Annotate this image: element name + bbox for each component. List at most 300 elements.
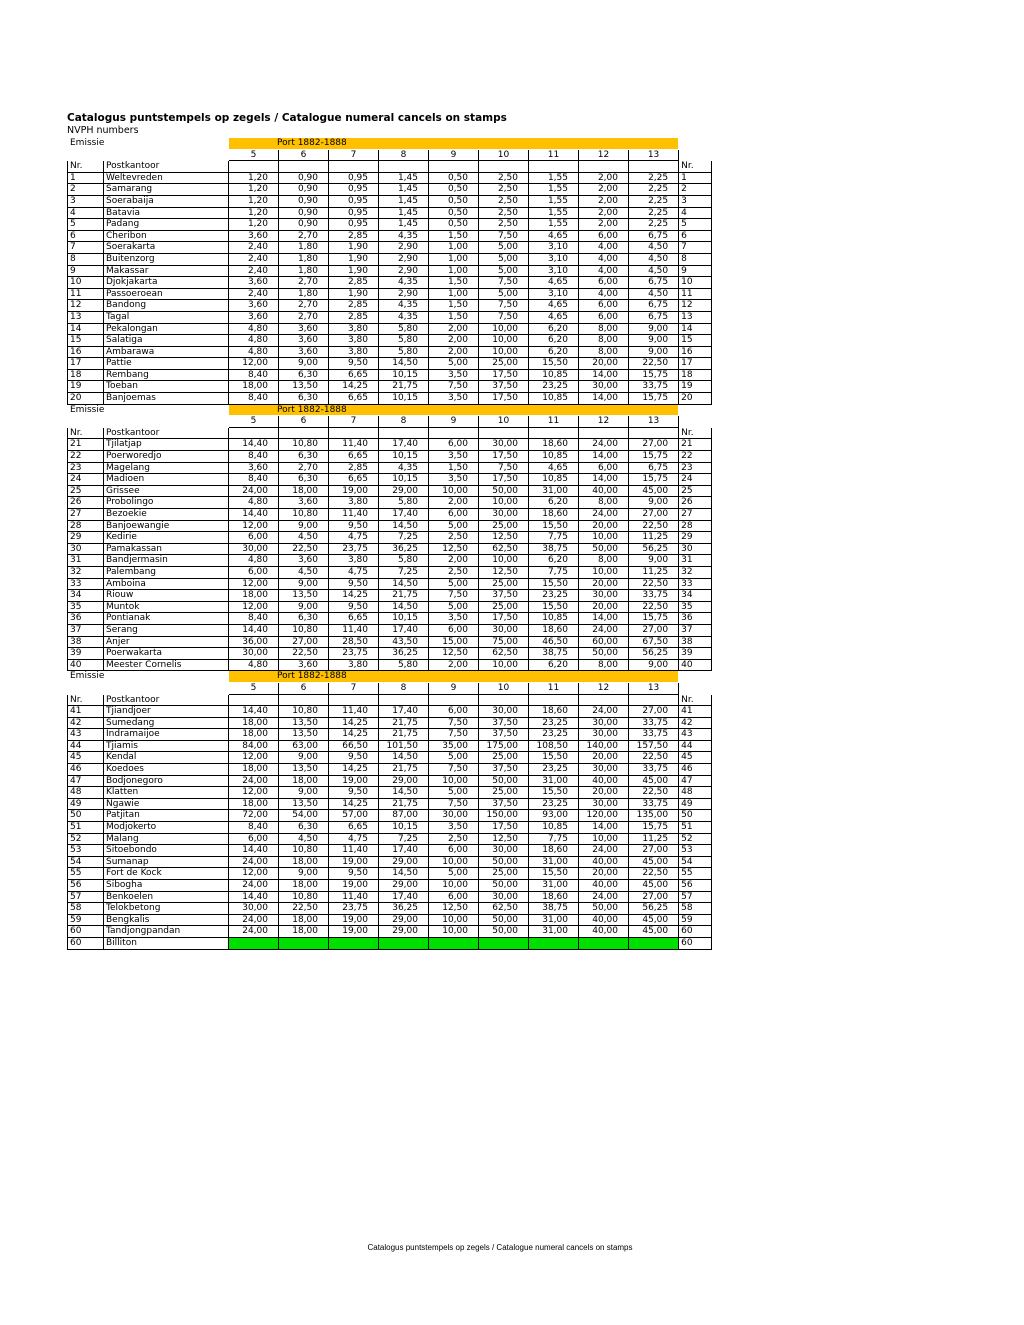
row-number: 42 xyxy=(68,717,104,729)
price-cell: 22,50 xyxy=(629,868,679,880)
row-number-right: 48 xyxy=(679,787,712,799)
price-cell: 5,00 xyxy=(479,288,529,300)
empty-header-cell xyxy=(579,161,629,173)
price-cell: 6,65 xyxy=(329,369,379,381)
price-cell: 5,80 xyxy=(379,323,429,335)
row-number-right: 43 xyxy=(679,729,712,741)
price-cell: 35,00 xyxy=(429,740,479,752)
row-number-right: 42 xyxy=(679,717,712,729)
price-cell xyxy=(279,937,329,949)
price-cell: 22,50 xyxy=(629,752,679,764)
price-cell: 9,50 xyxy=(329,787,379,799)
price-cell: 0,90 xyxy=(279,207,329,219)
row-number: 14 xyxy=(68,323,104,335)
price-cell: 4,80 xyxy=(229,346,279,358)
row-number: 9 xyxy=(68,265,104,277)
price-cell: 4,80 xyxy=(229,659,279,671)
price-cell: 17,50 xyxy=(479,393,529,405)
price-cell: 5,80 xyxy=(379,335,429,347)
postkantoor-name: Pontianak xyxy=(104,613,229,625)
empty-header-cell xyxy=(529,161,579,173)
nvph-column-header: 13 xyxy=(629,416,679,428)
table-row xyxy=(68,288,712,300)
postkantoor-name: Meester Cornelis xyxy=(104,659,229,671)
price-cell: 1,00 xyxy=(429,265,479,277)
price-cell: 0,50 xyxy=(429,195,479,207)
row-number: 36 xyxy=(68,613,104,625)
price-cell: 9,00 xyxy=(279,578,329,590)
price-cell: 3,60 xyxy=(229,311,279,323)
price-cell: 22,50 xyxy=(629,520,679,532)
postkantoor-name: Bengkalis xyxy=(104,914,229,926)
price-cell: 3,80 xyxy=(329,555,379,567)
port-header: Port 1882-1888 xyxy=(229,404,679,416)
price-cell: 8,40 xyxy=(229,369,279,381)
price-cell: 20,00 xyxy=(579,787,629,799)
price-cell: 175,00 xyxy=(479,740,529,752)
price-cell: 14,50 xyxy=(379,358,429,370)
price-cell: 27,00 xyxy=(629,624,679,636)
price-cell xyxy=(629,937,679,949)
table-row xyxy=(68,207,712,219)
price-cell: 57,00 xyxy=(329,810,379,822)
nr-header: Nr. xyxy=(68,427,104,439)
price-cell: 40,00 xyxy=(579,775,629,787)
nvph-column-header: 7 xyxy=(329,416,379,428)
price-cell: 75,00 xyxy=(479,636,529,648)
table-row xyxy=(68,335,712,347)
empty-header-cell xyxy=(329,694,379,706)
price-cell: 11,40 xyxy=(329,439,379,451)
price-cell: 140,00 xyxy=(579,740,629,752)
price-cell: 1,80 xyxy=(279,288,329,300)
postkantoor-name: Kendal xyxy=(104,752,229,764)
price-cell: 1,55 xyxy=(529,184,579,196)
price-cell: 24,00 xyxy=(579,439,629,451)
nvph-number-row xyxy=(68,416,712,428)
row-number-right: 10 xyxy=(679,277,712,289)
price-cell: 4,80 xyxy=(229,497,279,509)
price-cell: 15,50 xyxy=(529,868,579,880)
price-cell: 19,00 xyxy=(329,485,379,497)
price-cell: 21,75 xyxy=(379,798,429,810)
nvph-column-header: 9 xyxy=(429,149,479,161)
nvph-column-header: 7 xyxy=(329,149,379,161)
postkantoor-name: Poerwakarta xyxy=(104,648,229,660)
price-cell: 5,00 xyxy=(429,358,479,370)
price-cell: 157,50 xyxy=(629,740,679,752)
price-cell: 14,50 xyxy=(379,520,429,532)
row-number: 60 xyxy=(68,926,104,938)
table-row xyxy=(68,300,712,312)
price-cell: 1,20 xyxy=(229,219,279,231)
price-cell: 29,00 xyxy=(379,880,429,892)
price-cell: 15,50 xyxy=(529,578,579,590)
price-cell: 9,50 xyxy=(329,601,379,613)
price-cell: 0,95 xyxy=(329,195,379,207)
price-cell: 19,00 xyxy=(329,926,379,938)
row-number: 26 xyxy=(68,497,104,509)
price-cell: 37,50 xyxy=(479,381,529,393)
price-cell: 3,50 xyxy=(429,613,479,625)
row-number-right: 22 xyxy=(679,451,712,463)
table-row xyxy=(68,601,712,613)
price-cell: 1,50 xyxy=(429,230,479,242)
row-number: 41 xyxy=(68,706,104,718)
row-number-right: 57 xyxy=(679,891,712,903)
price-cell: 7,50 xyxy=(479,311,529,323)
price-cell: 17,40 xyxy=(379,891,429,903)
price-cell: 4,50 xyxy=(279,566,329,578)
price-cell: 23,25 xyxy=(529,717,579,729)
price-cell: 2,50 xyxy=(479,207,529,219)
emissie-label: Emissie xyxy=(70,138,105,148)
price-cell: 5,80 xyxy=(379,555,429,567)
price-cell: 6,00 xyxy=(429,891,479,903)
price-cell: 12,00 xyxy=(229,787,279,799)
nr-header-right: Nr. xyxy=(679,694,712,706)
table-row xyxy=(68,172,712,184)
price-cell: 10,00 xyxy=(579,532,629,544)
price-cell: 14,50 xyxy=(379,578,429,590)
price-cell: 4,35 xyxy=(379,462,429,474)
price-cell: 14,40 xyxy=(229,439,279,451)
price-cell: 8,00 xyxy=(579,497,629,509)
nvph-column-header: 5 xyxy=(229,682,279,694)
price-cell: 1,90 xyxy=(329,288,379,300)
price-cell: 3,10 xyxy=(529,288,579,300)
price-cell: 22,50 xyxy=(629,358,679,370)
price-cell: 23,25 xyxy=(529,381,579,393)
price-cell: 2,50 xyxy=(429,532,479,544)
empty-header-cell xyxy=(479,694,529,706)
price-cell: 46,50 xyxy=(529,636,579,648)
price-cell: 18,00 xyxy=(229,764,279,776)
price-cell: 14,50 xyxy=(379,752,429,764)
row-number: 6 xyxy=(68,230,104,242)
postkantoor-name: Sumedang xyxy=(104,717,229,729)
price-cell: 1,90 xyxy=(329,242,379,254)
price-cell: 30,00 xyxy=(579,590,629,602)
price-cell: 37,50 xyxy=(479,590,529,602)
page-footer: Catalogus puntstempels op zegels / Catalogue numeral cancels on stamps xyxy=(367,1243,633,1252)
price-cell: 10,80 xyxy=(279,624,329,636)
price-cell: 7,50 xyxy=(429,717,479,729)
price-cell: 7,50 xyxy=(479,462,529,474)
price-cell: 14,00 xyxy=(579,369,629,381)
price-cell: 45,00 xyxy=(629,485,679,497)
price-cell: 2,50 xyxy=(429,833,479,845)
price-cell: 2,90 xyxy=(379,242,429,254)
empty-header-cell xyxy=(579,427,629,439)
price-cell: 50,00 xyxy=(479,880,529,892)
price-cell: 15,75 xyxy=(629,822,679,834)
nvph-column-header: 12 xyxy=(579,682,629,694)
price-cell: 33,75 xyxy=(629,729,679,741)
price-cell xyxy=(379,937,429,949)
postkantoor-name: Weltevreden xyxy=(104,172,229,184)
row-number-right: 16 xyxy=(679,346,712,358)
price-cell: 30,00 xyxy=(579,798,629,810)
postkantoor-name: Serang xyxy=(104,624,229,636)
price-cell: 33,75 xyxy=(629,590,679,602)
price-cell: 6,20 xyxy=(529,323,579,335)
price-cell: 37,50 xyxy=(479,717,529,729)
empty-header-cell xyxy=(279,694,329,706)
price-cell: 1,45 xyxy=(379,195,429,207)
price-cell: 4,50 xyxy=(279,833,329,845)
price-cell: 8,40 xyxy=(229,393,279,405)
row-number-right: 2 xyxy=(679,184,712,196)
price-cell: 18,00 xyxy=(279,775,329,787)
price-cell: 62,50 xyxy=(479,648,529,660)
price-cell: 3,60 xyxy=(279,555,329,567)
price-cell: 1,50 xyxy=(429,462,479,474)
price-cell: 12,50 xyxy=(429,903,479,915)
nvph-column-header: 6 xyxy=(279,149,329,161)
price-cell: 10,15 xyxy=(379,393,429,405)
empty-header-cell xyxy=(479,427,529,439)
row-number-right: 9 xyxy=(679,265,712,277)
price-cell: 30,00 xyxy=(429,810,479,822)
price-cell: 3,60 xyxy=(229,462,279,474)
price-cell: 31,00 xyxy=(529,880,579,892)
nvph-column-header: 10 xyxy=(479,416,529,428)
price-cell: 3,60 xyxy=(229,230,279,242)
price-cell: 3,50 xyxy=(429,393,479,405)
row-number-right: 30 xyxy=(679,543,712,555)
price-cell: 14,25 xyxy=(329,717,379,729)
table-row xyxy=(68,346,712,358)
row-number: 32 xyxy=(68,566,104,578)
price-cell: 1,00 xyxy=(429,253,479,265)
price-cell: 36,25 xyxy=(379,648,429,660)
price-cell: 15,50 xyxy=(529,752,579,764)
row-number-right: 20 xyxy=(679,393,712,405)
price-cell: 14,25 xyxy=(329,729,379,741)
row-number: 49 xyxy=(68,798,104,810)
price-cell: 23,25 xyxy=(529,590,579,602)
row-number: 28 xyxy=(68,520,104,532)
price-cell: 4,35 xyxy=(379,230,429,242)
postkantoor-header: Postkantoor xyxy=(104,161,229,173)
price-cell: 4,65 xyxy=(529,230,579,242)
price-cell: 6,65 xyxy=(329,474,379,486)
price-cell: 19,00 xyxy=(329,880,379,892)
price-cell: 30,00 xyxy=(229,903,279,915)
row-number-right: 3 xyxy=(679,195,712,207)
row-number: 21 xyxy=(68,439,104,451)
price-cell: 4,65 xyxy=(529,277,579,289)
price-cell: 10,80 xyxy=(279,509,329,521)
price-cell: 6,75 xyxy=(629,230,679,242)
price-cell: 11,25 xyxy=(629,532,679,544)
price-cell: 22,50 xyxy=(629,601,679,613)
row-number: 38 xyxy=(68,636,104,648)
price-cell: 0,90 xyxy=(279,172,329,184)
price-cell: 9,00 xyxy=(629,323,679,335)
price-cell: 9,50 xyxy=(329,868,379,880)
price-cell: 14,25 xyxy=(329,381,379,393)
price-cell: 10,00 xyxy=(429,926,479,938)
price-cell: 29,00 xyxy=(379,856,429,868)
row-number: 17 xyxy=(68,358,104,370)
row-number: 34 xyxy=(68,590,104,602)
row-number: 11 xyxy=(68,288,104,300)
price-cell: 11,25 xyxy=(629,833,679,845)
price-cell: 20,00 xyxy=(579,358,629,370)
price-cell: 6,65 xyxy=(329,613,379,625)
nvph-column-header: 5 xyxy=(229,416,279,428)
price-cell: 2,70 xyxy=(279,230,329,242)
nr-header: Nr. xyxy=(68,161,104,173)
row-number: 55 xyxy=(68,868,104,880)
price-cell: 27,00 xyxy=(629,439,679,451)
price-cell: 38,75 xyxy=(529,903,579,915)
table-row xyxy=(68,578,712,590)
price-cell: 6,00 xyxy=(229,532,279,544)
postkantoor-name: Soerakarta xyxy=(104,242,229,254)
price-cell: 2,50 xyxy=(479,219,529,231)
price-cell: 14,00 xyxy=(579,822,629,834)
row-number-right: 34 xyxy=(679,590,712,602)
price-cell: 5,00 xyxy=(429,578,479,590)
price-cell: 15,50 xyxy=(529,358,579,370)
price-cell: 6,30 xyxy=(279,451,329,463)
row-number-right: 11 xyxy=(679,288,712,300)
price-cell: 12,00 xyxy=(229,601,279,613)
price-cell: 37,50 xyxy=(479,729,529,741)
price-cell: 18,60 xyxy=(529,891,579,903)
row-number: 31 xyxy=(68,555,104,567)
price-cell: 0,95 xyxy=(329,172,379,184)
price-cell: 11,40 xyxy=(329,706,379,718)
price-cell: 87,00 xyxy=(379,810,429,822)
price-cell: 3,80 xyxy=(329,335,379,347)
price-cell: 50,00 xyxy=(479,775,529,787)
price-cell: 17,50 xyxy=(479,369,529,381)
price-cell: 21,75 xyxy=(379,717,429,729)
nvph-column-header: 10 xyxy=(479,682,529,694)
price-cell: 27,00 xyxy=(629,845,679,857)
row-number: 50 xyxy=(68,810,104,822)
nr-header-right: Nr. xyxy=(679,427,712,439)
price-cell: 2,00 xyxy=(429,346,479,358)
price-cell: 3,60 xyxy=(279,497,329,509)
price-cell: 10,00 xyxy=(479,323,529,335)
nvph-column-header: 6 xyxy=(279,682,329,694)
postkantoor-name: Poerworedjo xyxy=(104,451,229,463)
price-cell xyxy=(429,937,479,949)
price-cell: 15,75 xyxy=(629,393,679,405)
price-cell: 12,50 xyxy=(479,566,529,578)
row-number: 47 xyxy=(68,775,104,787)
row-number-right: 35 xyxy=(679,601,712,613)
table-row xyxy=(68,485,712,497)
price-cell: 2,00 xyxy=(579,219,629,231)
price-cell: 2,00 xyxy=(429,497,479,509)
price-cell: 24,00 xyxy=(229,775,279,787)
row-number: 44 xyxy=(68,740,104,752)
postkantoor-name: Toeban xyxy=(104,381,229,393)
price-cell: 6,30 xyxy=(279,474,329,486)
price-cell: 8,40 xyxy=(229,451,279,463)
table-row xyxy=(68,369,712,381)
price-cell: 4,35 xyxy=(379,277,429,289)
price-cell: 2,70 xyxy=(279,277,329,289)
price-cell: 45,00 xyxy=(629,775,679,787)
price-cell: 29,00 xyxy=(379,485,429,497)
row-number-right: 60 xyxy=(679,937,712,949)
price-cell: 10,00 xyxy=(479,555,529,567)
postkantoor-name: Indramaijoe xyxy=(104,729,229,741)
price-cell: 4,00 xyxy=(579,253,629,265)
table-row xyxy=(68,752,712,764)
price-cell: 2,40 xyxy=(229,253,279,265)
price-cell: 50,00 xyxy=(579,543,629,555)
table-row xyxy=(68,265,712,277)
price-cell: 62,50 xyxy=(479,903,529,915)
price-cell: 14,50 xyxy=(379,787,429,799)
price-cell: 6,00 xyxy=(579,300,629,312)
price-cell: 17,40 xyxy=(379,439,429,451)
price-cell: 38,75 xyxy=(529,543,579,555)
price-cell: 24,00 xyxy=(579,706,629,718)
row-number-right: 25 xyxy=(679,485,712,497)
postkantoor-name: Passoeroean xyxy=(104,288,229,300)
price-cell: 14,00 xyxy=(579,393,629,405)
postkantoor-name: Pamakassan xyxy=(104,543,229,555)
price-cell: 6,20 xyxy=(529,659,579,671)
price-cell: 1,55 xyxy=(529,219,579,231)
table-row xyxy=(68,914,712,926)
price-cell: 40,00 xyxy=(579,914,629,926)
price-cell: 5,00 xyxy=(429,787,479,799)
price-cell: 10,80 xyxy=(279,891,329,903)
postkantoor-name: Tjilatjap xyxy=(104,439,229,451)
price-cell: 18,60 xyxy=(529,509,579,521)
price-cell: 5,00 xyxy=(429,520,479,532)
table-row xyxy=(68,277,712,289)
row-number: 35 xyxy=(68,601,104,613)
price-cell: 17,50 xyxy=(479,451,529,463)
price-cell: 20,00 xyxy=(579,752,629,764)
price-cell: 30,00 xyxy=(579,764,629,776)
spacer-cell xyxy=(68,416,229,428)
price-cell: 7,50 xyxy=(429,798,479,810)
empty-header-cell xyxy=(229,427,279,439)
price-cell: 10,00 xyxy=(479,497,529,509)
price-cell: 1,80 xyxy=(279,253,329,265)
price-cell: 9,00 xyxy=(279,520,329,532)
price-cell: 18,00 xyxy=(229,381,279,393)
price-cell: 24,00 xyxy=(229,880,279,892)
price-cell: 10,15 xyxy=(379,369,429,381)
table-row xyxy=(68,462,712,474)
price-cell: 1,45 xyxy=(379,184,429,196)
postkantoor-header: Postkantoor xyxy=(104,427,229,439)
price-cell: 15,75 xyxy=(629,474,679,486)
table-row xyxy=(68,509,712,521)
postkantoor-name: Pattie xyxy=(104,358,229,370)
price-cell: 30,00 xyxy=(479,509,529,521)
price-cell: 4,65 xyxy=(529,300,579,312)
port-header: Port 1882-1888 xyxy=(229,138,679,150)
price-cell: 1,50 xyxy=(429,300,479,312)
postkantoor-name: Billiton xyxy=(104,937,229,949)
postkantoor-name: Malang xyxy=(104,833,229,845)
price-cell: 30,00 xyxy=(579,381,629,393)
